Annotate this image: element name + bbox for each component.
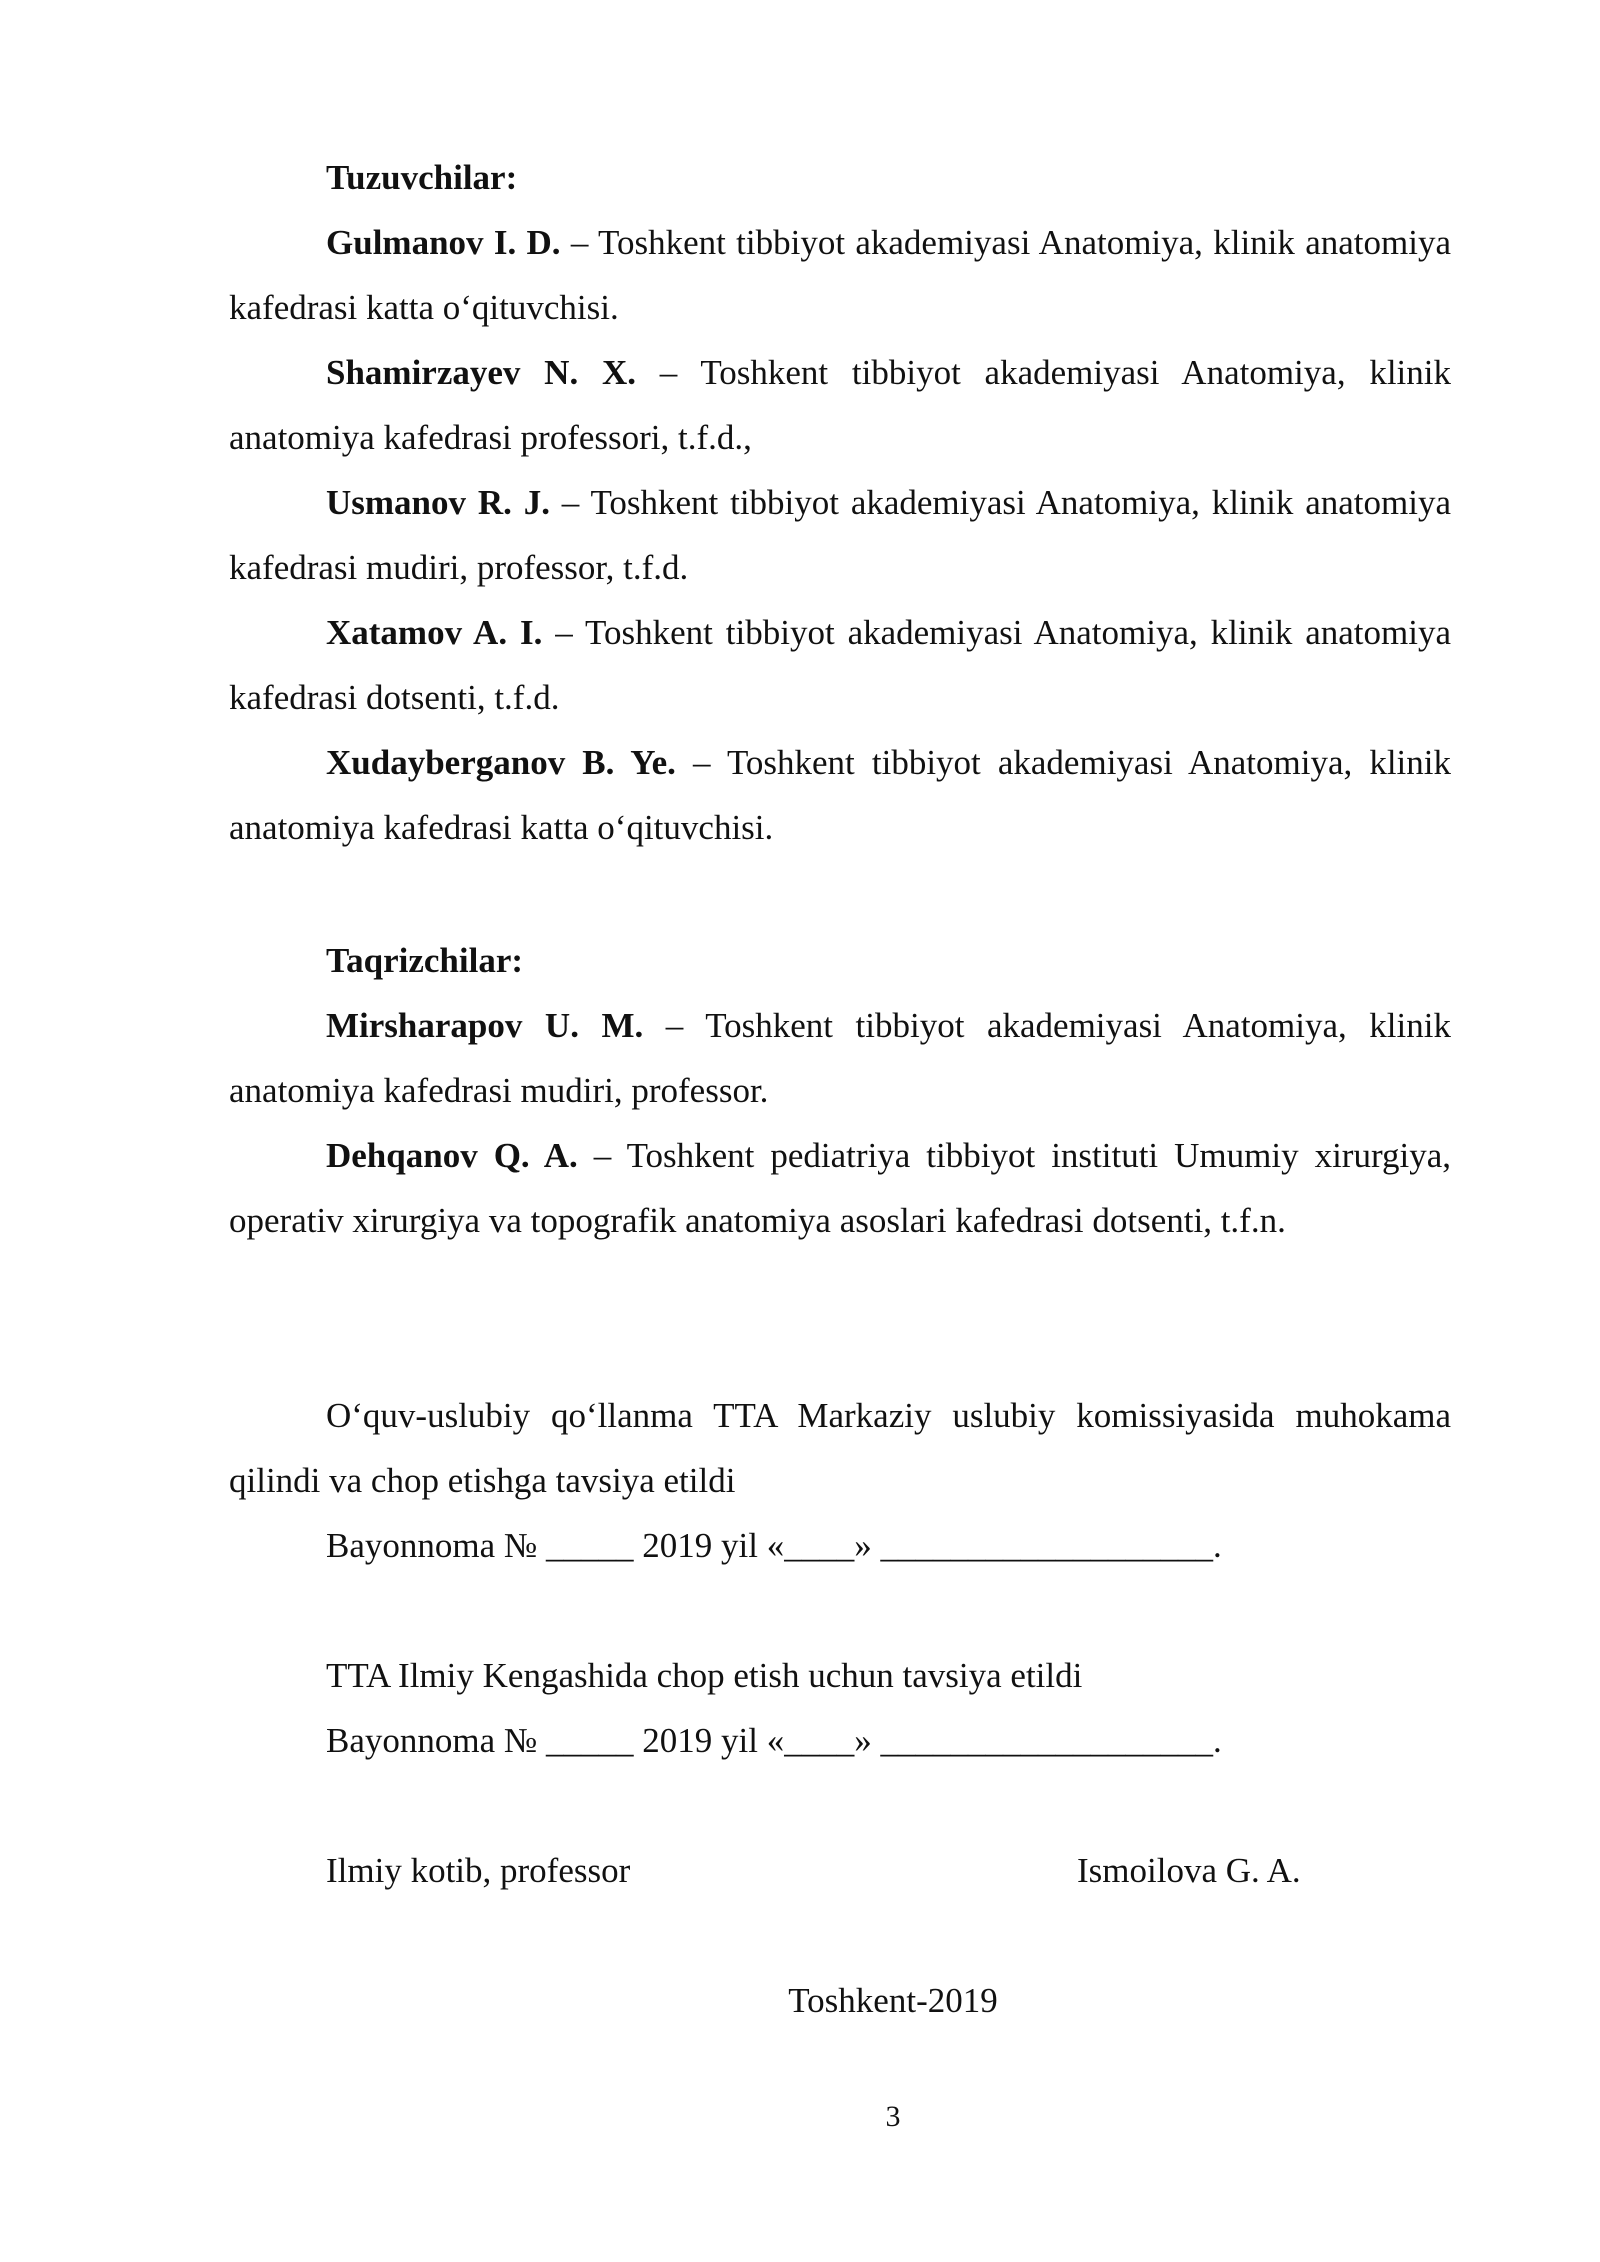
signature-title: Ilmiy kotib, professor (326, 1851, 631, 1890)
reviewer-desc: – Toshkent tibbiyot akademiyasi Anatomiya, klinik anatomiya kafedrasi mudiri, professor. (229, 1006, 1451, 1110)
compiler-desc: – Toshkent tibbiyot akademiyasi Anatomiya, klinik anatomiya kafedrasi katta o‘qituvchisi. (229, 743, 1451, 847)
compiler-name: Xudayberganov B. Ye. (326, 743, 676, 782)
compiler-desc: – Toshkent tibbiyot akademiyasi Anatomiya, klinik anatomiya kafedrasi dotsenti, t.f.d. (229, 613, 1452, 717)
compiler-entry (229, 340, 1451, 470)
signature-name: Ismoilova G. A. (1077, 1851, 1301, 1890)
page-number: 3 (885, 2100, 901, 2133)
compilers-heading: Tuzuvchilar: (326, 158, 518, 197)
compilers-list (229, 210, 1451, 860)
reviewer-entry (229, 1123, 1451, 1253)
council-protocol: Bayonnoma № _____ 2019 yil «____» ___________________. (326, 1721, 1222, 1760)
compiler-entry (229, 730, 1451, 860)
reviewer-name: Dehqanov Q. A. (326, 1136, 578, 1175)
reviewer-name: Mirsharapov U. M. (326, 1006, 644, 1045)
reviewers-heading: Taqrizchilar: (326, 941, 524, 980)
compiler-name: Usmanov R. J. (326, 483, 550, 522)
approval-text: O‘quv-uslubiy qo‘llanma TTA Markaziy uslubiy komissiyasida muhokama qilindi va chop etishga tavsiya etildi (229, 1396, 1451, 1500)
reviewer-desc: – Toshkent pediatriya tibbiyot instituti Umumiy xirurgiya, operativ xirurgiya va topografik anatomiya asoslari kafedrasi dotsenti, t.f.n. (229, 1136, 1451, 1240)
city-year: Toshkent-2019 (788, 1981, 998, 2020)
compiler-entry (229, 600, 1451, 730)
compiler-entry (229, 210, 1451, 340)
compiler-name: Xatamov A. I. (326, 613, 543, 652)
compiler-desc: – Toshkent tibbiyot akademiyasi Anatomiya, klinik anatomiya kafedrasi katta o‘qituvchisi. (229, 223, 1451, 327)
compiler-name: Gulmanov I. D. (326, 223, 561, 262)
approval-block (229, 1383, 1451, 1513)
compiler-entry (229, 470, 1451, 600)
compiler-desc: – Toshkent tibbiyot akademiyasi Anatomiya, klinik anatomiya kafedrasi professori, t.f.d., (229, 353, 1451, 457)
council-text: TTA Ilmiy Kengashida chop etish uchun tavsiya etildi (326, 1656, 1083, 1695)
compiler-name: Shamirzayev N. X. (326, 353, 636, 392)
reviewer-entry (229, 993, 1451, 1123)
reviewers-list (229, 993, 1451, 1253)
compiler-desc: – Toshkent tibbiyot akademiyasi Anatomiya, klinik anatomiya kafedrasi mudiri, professor, t.f.d. (229, 483, 1452, 587)
approval-protocol: Bayonnoma № _____ 2019 yil «____» ___________________. (326, 1526, 1222, 1565)
